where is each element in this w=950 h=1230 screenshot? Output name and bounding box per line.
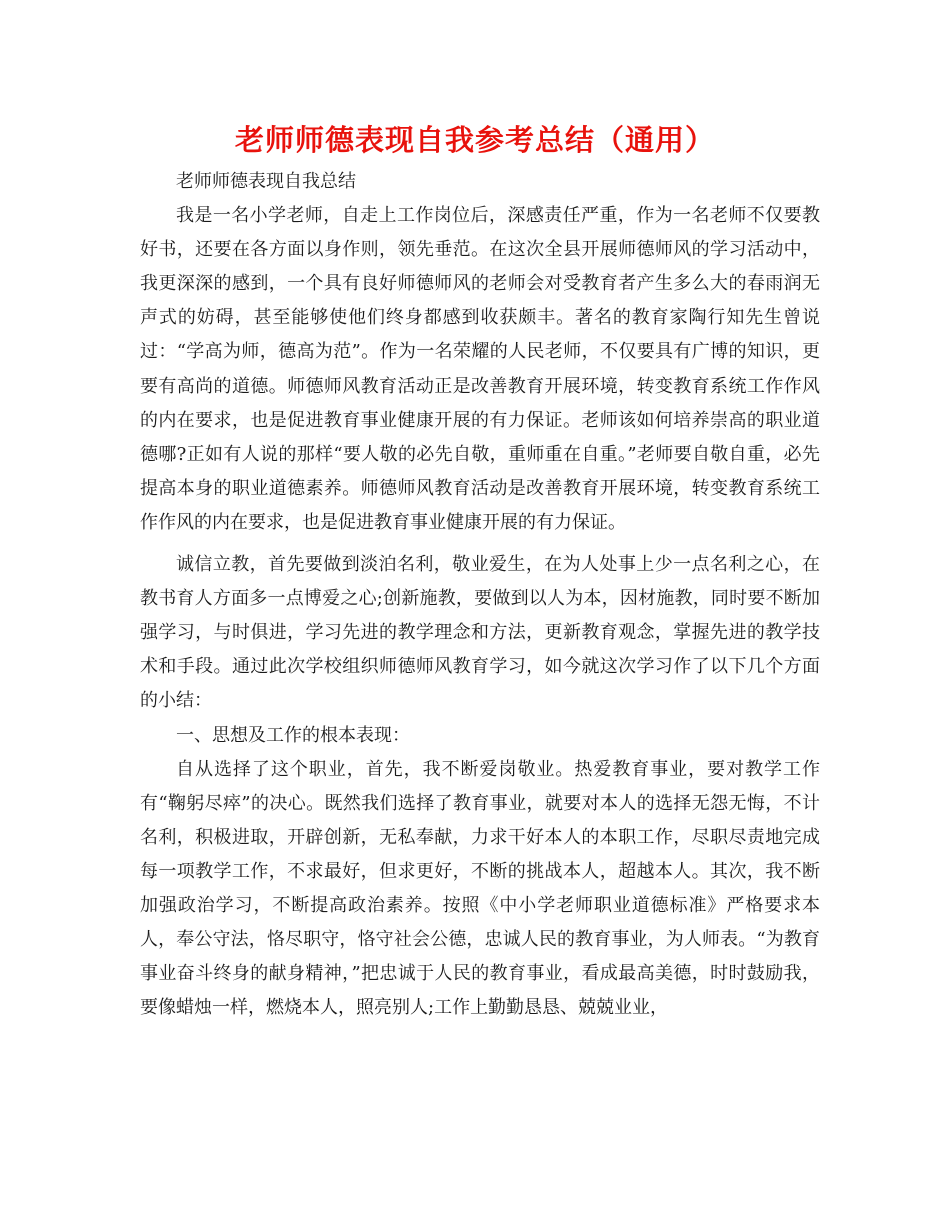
document-title: 老师师德表现自我参考总结（通用） <box>234 123 715 157</box>
body-paragraph: 我是一名小学老师，自走上工作岗位后，深感责任严重，作为一名老师不仅要教好书，还要在各方面以身作则，领先垂范。在这次全县开展师德师风的学习活动中，我更深深的感到，一个具有良好师德师风的老师会对受教育者产生多么大的春雨润无声式的妨碍，甚至能够使他们终身都感到收获颇丰。著名的教育家陶行知先生曾说过：“学高为师，德高为范”。作为一名荣耀的人民老师，不仅要具有广博的知识，更要有高尚的道德。师德师风教育活动正是改善教育开展环境，转变教育系统工作作风的内在要求，也是促进教育事业健康开展的有力保证。老师该如何培养崇高的职业道德哪?正如有人说的那样“要人敬的必先自敬，重师重在自重。”老师要自敬自重，必先提高本身的职业道德素养。师德师风教育活动是改善教育开展环境，转变教育系统工作作风的内在要求，也是促进教育事业健康开展的有力保证。 <box>140 205 820 533</box>
document-body <box>140 165 820 1025</box>
section-heading: 一、思想及工作的根本表现： <box>176 724 410 746</box>
body-paragraph: 自从选择了这个职业，首先，我不断爱岗敬业。热爱教育事业，要对教学工作有“鞠躬尽瘁”的决心。既然我们选择了教育事业，就要对本人的选择无怨无悔，不计名利，积极进取，开辟创新，无私奉献，力求干好本人的本职工作，尽职尽责地完成每一项教学工作，不求最好，但求更好，不断的挑战本人，超越本人。其次，我不断加强政治学习，不断提高政治素养。按照《中小学老师职业道德标准》严格要求本人，奉公守法，恪尽职守，恪守社会公德，忠诚人民的教育事业，为人师表。“为教育事业奋斗终身的献身精神，”把忠诚于人民的教育事业，看成最高美德，时时鼓励我，要像蜡烛一样，燃烧本人，照亮别人;工作上勤勤恳恳、兢兢业业， <box>140 758 820 1019</box>
body-paragraph: 诚信立教，首先要做到淡泊名利，敬业爱生，在为人处事上少一点名利之心，在教书育人方面多一点博爱之心;创新施教，要做到以人为本，因材施教，同时要不断加强学习，与时俱进，学习先进的教学理念和方法，更新教育观念，掌握先进的教学技术和手段。通过此次学校组织师德师风教育学习，如今就这次学习作了以下几个方面的小结： <box>140 554 820 712</box>
subtitle-paragraph: 老师师德表现自我总结 <box>176 171 356 192</box>
